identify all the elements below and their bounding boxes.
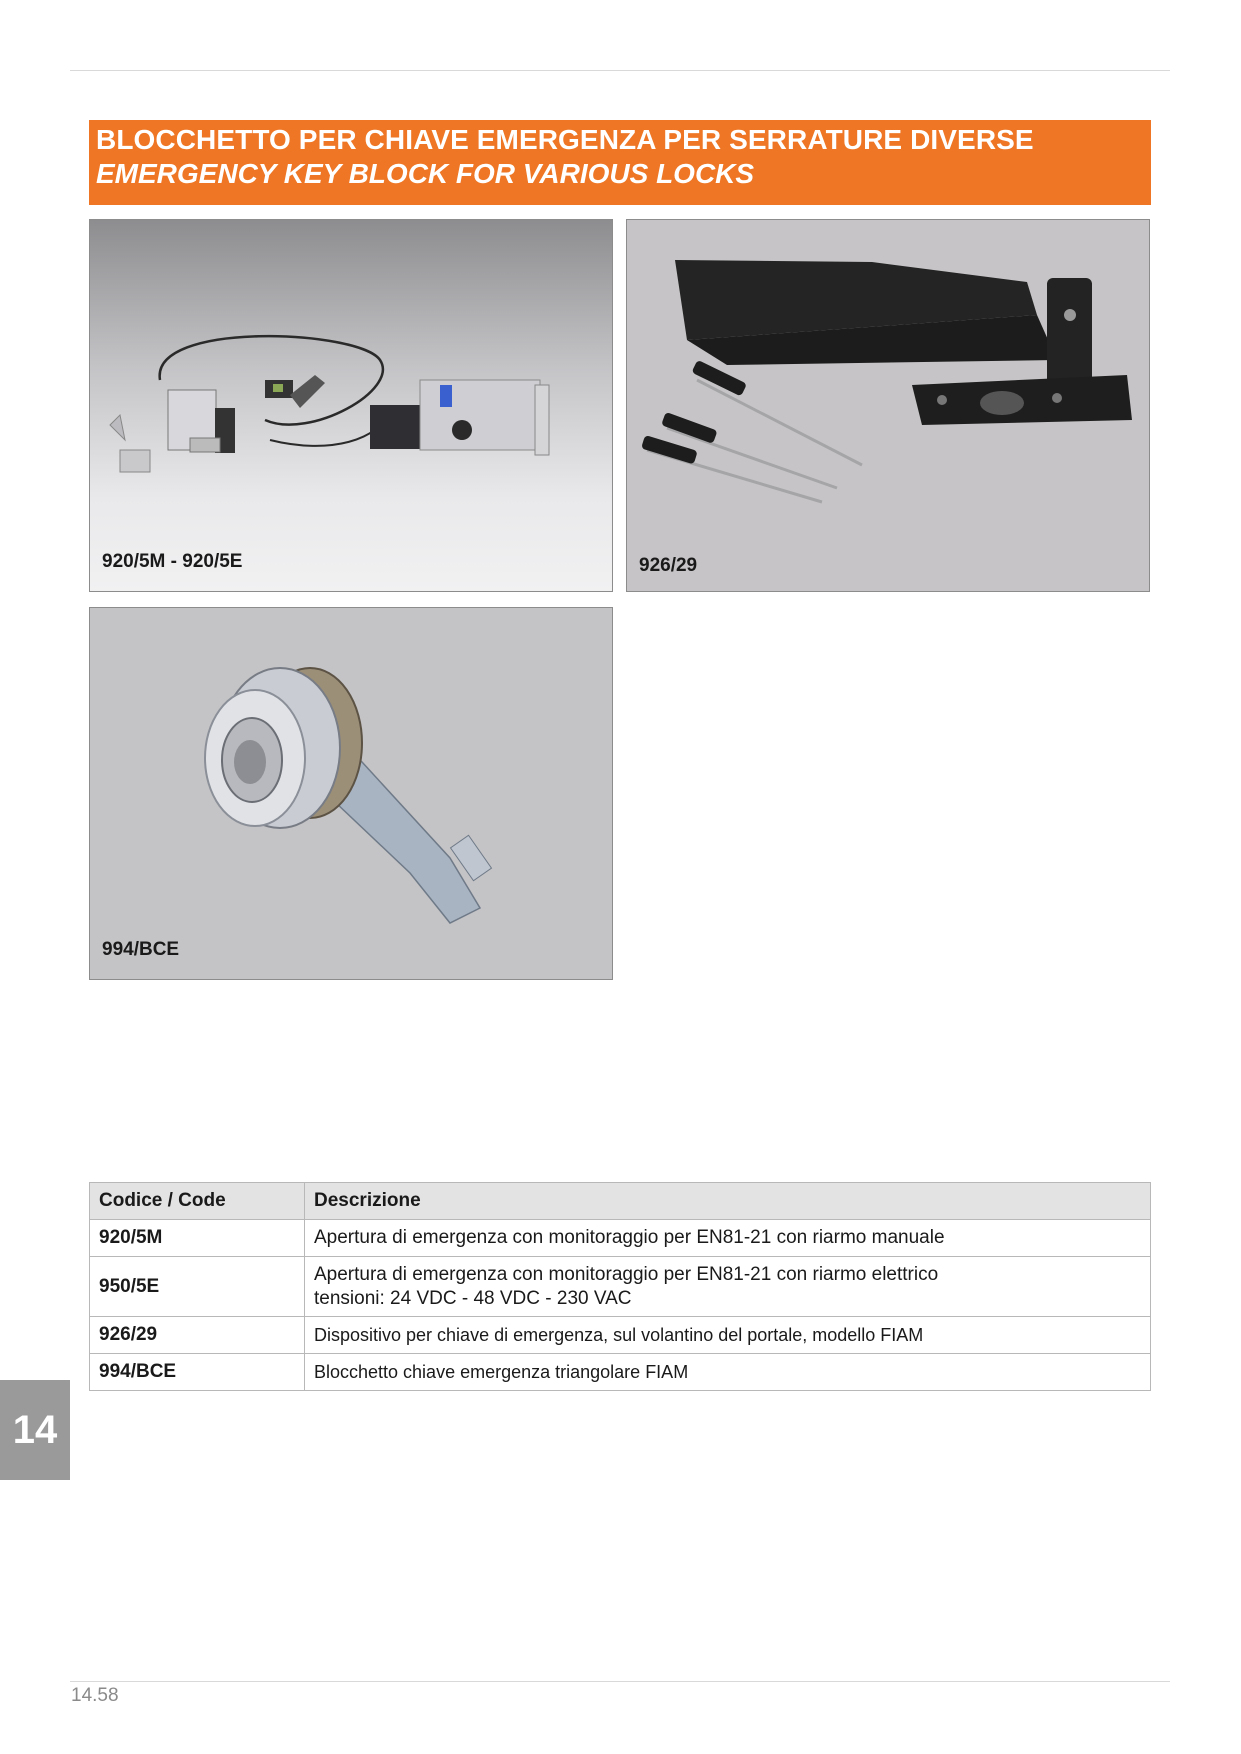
- table-row: [90, 1354, 1151, 1391]
- row-description: Blocchetto chiave emergenza triangolare FIAM: [305, 1354, 1151, 1391]
- key-device-illustration: [627, 220, 1150, 592]
- row-code: 950/5E: [90, 1257, 305, 1317]
- title-english: EMERGENCY KEY BLOCK FOR VARIOUS LOCKS: [96, 158, 755, 189]
- photo-caption: 926/29: [639, 555, 698, 576]
- row-description-line2: tensioni: 24 VDC - 48 VDC - 230 VAC: [314, 1287, 632, 1309]
- photo-caption: 920/5M - 920/5E: [102, 551, 243, 572]
- table-row: [90, 1317, 1151, 1354]
- title-italian: BLOCCHETTO PER CHIAVE EMERGENZA PER SERRATURE DIVERSE: [96, 124, 1034, 155]
- table-row: [90, 1220, 1151, 1257]
- cable-kit-illustration: [90, 220, 613, 592]
- row-code: 994/BCE: [90, 1354, 305, 1391]
- header-code: Codice / Code: [90, 1183, 305, 1220]
- product-table: [89, 1182, 1151, 1391]
- page-number: 14.58: [71, 1685, 119, 1706]
- row-description-line1: Apertura di emergenza con monitoraggio per EN81-21 con riarmo elettrico: [314, 1263, 939, 1285]
- table-header-row: [90, 1183, 1151, 1220]
- product-photo-926-29: [626, 219, 1150, 592]
- product-photo-994-bce: [89, 607, 613, 980]
- table-row: [90, 1257, 1151, 1317]
- section-banner: [89, 120, 1151, 205]
- lock-cylinder-illustration: [90, 608, 613, 980]
- row-description: [305, 1257, 1151, 1317]
- row-code: 920/5M: [90, 1220, 305, 1257]
- photo-caption: 994/BCE: [102, 939, 180, 960]
- row-description: Apertura di emergenza con monitoraggio per EN81-21 con riarmo manuale: [305, 1220, 1151, 1257]
- row-description: Dispositivo per chiave di emergenza, sul volantino del portale, modello FIAM: [305, 1317, 1151, 1354]
- section-tab: 14: [0, 1380, 70, 1480]
- header-description: Descrizione: [305, 1183, 1151, 1220]
- top-rule: [70, 70, 1170, 71]
- product-photo-920-5m: [89, 219, 613, 592]
- bottom-rule: [70, 1681, 1170, 1682]
- row-code: 926/29: [90, 1317, 305, 1354]
